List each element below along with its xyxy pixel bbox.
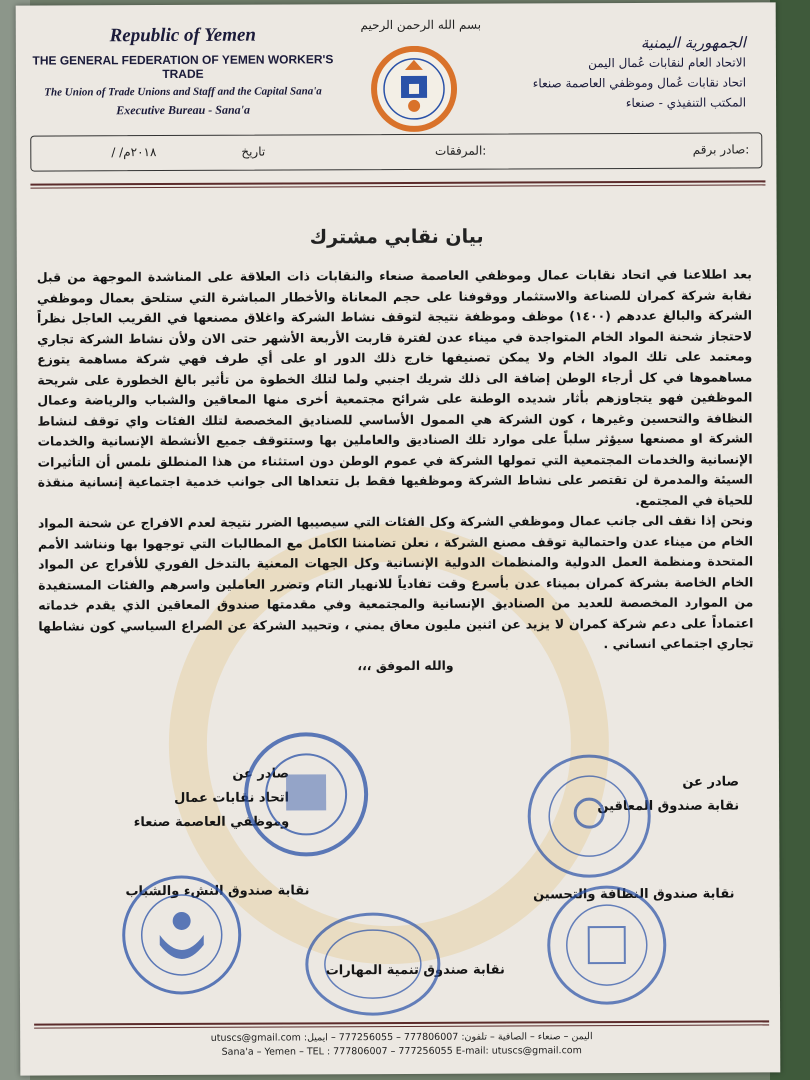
attachments-label: المرفقات: [434,143,487,158]
cleaning-fund-union: نقابة صندوق النظافة والتحسين [533,886,735,903]
document-page [16,2,781,1075]
document-title: بيان نقابي مشترك [309,225,484,249]
issued-by-left: صادر عن [232,766,290,782]
body-paragraph-2: ونحن إذا نقف الى جانب عمال وموظفي الشركة وكل الفئات التي سيصيبها الضرر نتيجة لعدم الافراج عن شحنة المواد الخام من ميناء عدن واحتمالية توقف مصنع الشركة ، نعلن تضامننا الكامل مع المطالبات التي توجهوا بها ونناشد الأمم المتحدة ومنظمة العمل الدولية والمنظمات الدولية الإنسانية وكل الجهات المعنية بالتدخل الفوري للأفراج عن المواد الخام الخاصة بشركة كمران بميناء عدن بأسرع وقت تفادياً للانهيار التام وتضرر العاملين واسرهم والفئات المستفيدة من الموارد المخصصة للعديد من الصناديق الإنسانية والمجتمعية وفي مقدمتها صندوق المعاقين الذي يقدم خدماته اعتماداً على دعم شركة كمران لا يزيد عن اثنين مليون معاق يمني ، وتحييد الشركة عن الصراع السياسي كون نشاطها تجاري اجتماعي انساني . [37,512,754,652]
disabled-fund-stamp-icon [524,751,655,882]
letterhead-bureau: Executive Bureau - Sana'a [116,102,250,118]
closing-line: والله الموفق ،،، [357,657,454,673]
skills-fund-union: نقابة صندوق تنمية المهارات [325,962,505,979]
letterhead-union: The Union of Trade Unions and Staff and the Capital Sana'a [44,85,322,99]
letterhead-country: Republic of Yemen [109,24,257,47]
letterhead-ar-country: الجمهورية اليمنية [640,33,746,52]
issued-by-right: صادر عن [682,774,740,790]
disabled-fund-union: نقابة صندوق المعاقين [597,798,740,815]
arabic-letterhead [426,32,746,113]
body-paragraph-1: بعد اطلاعنا في اتحاد نقابات عمال وموظفي العاصمة صنعاء والنقابات ذات العلاقة على المناشدة الموجهة من قبل نقابة شركة كمران للصناعة والاستثمار ووقوفنا على حجم المعاناة والأخطار المباشرة التي ستلحق بعمال وموظفي الشركة والبالغ عددهم (١٤٠٠) موظف وموظفة نتيجة لتوقف نشاط الشركة واغلاق مصنعها في القريب العاجل نظراً لاحتجاز شحنة المواد الخام المتواجدة في ميناء عدن لفترة قاربت الأربعة الأشهر حتى الان ولأن نشاط الشركة تجاري ومعتمد على تلك المواد الخام ولا يمكن تصنيفها خارج ذلك الدور او على أي طرف فهي شركة مساهمة يتوزع مساهموها في كل أرجاء الوطن إضافة الى ذلك شريك اجنبي ولما لتلك الخطوة من تأثير بالغ الخطورة على شريحة الموظفين فهو يتجاوزهم بأثار شديده الوطنة على شرائح مجتمعية أخرى منها المعاقين والشباب والرياضة وعمال النظافة والتحسين وغيرها ، كون الشركة هي الممول الأساسي للصناديق المخصصة لتلك الفئات واي توقف لنشاط الشركة او مصنعها سيؤثر سلباً على موارد تلك الصناديق والعاملين بها وستتوقف جميع الأنشطة الإنسانية والخدمات الإنسانية والخدمات المجتمعية التي تمولها الشركة في عموم الوطن دون استثناء من هذا المنطلق نلمس أن التأثيرات السيئة والمدمرة لن تقتصر على نشاط الشركة وموظفيها فقط بل تتعداها الى جوانب خدمية اجتماعية إنسانية منقذة للحياة في المجتمع. [36,266,753,508]
youth-fund-union: نقابة صندوق النشء والشباب [125,883,310,900]
youth-fund-stamp-icon [119,873,245,999]
federation-stamp-icon [241,729,372,860]
letterhead-ar-union: اتحاد نقابات عُمال وموظفي العاصمة صنعاء [532,75,747,91]
english-letterhead [28,24,338,118]
federation-line-1: اتحاد نقابات عمال [174,790,290,806]
skills-fund-stamp-icon [303,909,443,1020]
reference-number-label: صادر برقم: [692,142,750,157]
date-label: تاريخ [241,144,266,159]
reference-box [30,132,762,171]
letterhead-federation: THE GENERAL FEDERATION OF YEMEN WORKER'S TRADE [32,52,334,82]
letterhead-ar-federation: الاتحاد العام لنقابات عُمال اليمن [588,55,746,71]
footer-arabic-contact: اليمن – صنعاء – الصافية – تلفون: 777806007 – 777256055 – ايميل: utuscs@gmail.com [210,1031,593,1044]
federation-line-2: وموظفي العاصمة صنعاء [133,814,290,831]
basmala: بسم الله الرحمن الرحيم [360,17,482,33]
cleaning-fund-stamp-icon [545,883,671,1009]
document-body [37,264,754,677]
footer-english-contact: Sana'a – Yemen – TEL : 777806007 – 777256055 E-mail: utuscs@gmail.com [221,1045,582,1058]
letterhead-ar-bureau: المكتب التنفيذي - صنعاء [625,95,747,111]
footer [34,1027,769,1058]
date-value: / /٢٠١٨م [111,145,157,160]
